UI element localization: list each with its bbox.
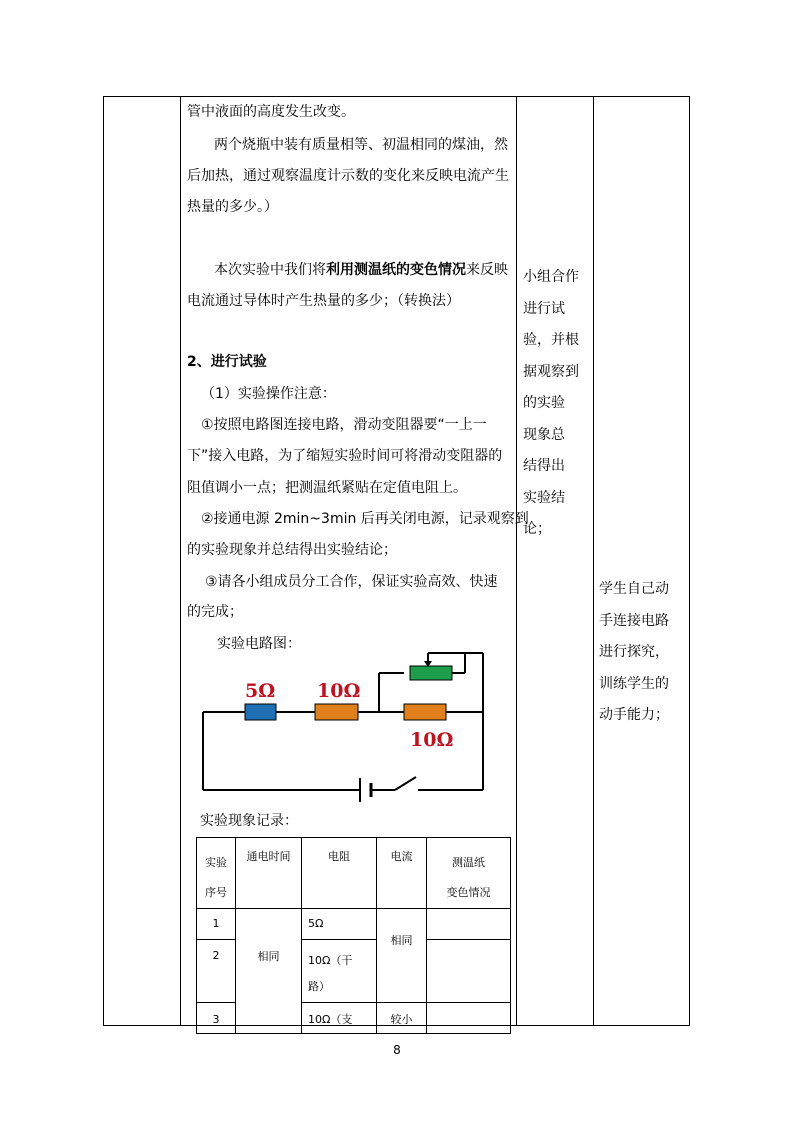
section-heading: 2、进行试验 [187, 354, 267, 370]
intent-line: 进行探究， [599, 644, 669, 660]
resistor-label-10ohm-branch: 10Ω [410, 729, 454, 751]
table-border-right [689, 96, 690, 1026]
header-current: 电流 [390, 850, 413, 863]
record-table [196, 837, 511, 1034]
res-cell: 10Ω（支 [308, 1013, 353, 1026]
student-line: 的实验 [523, 395, 565, 411]
switch-blade [395, 777, 416, 790]
text-run: 来反映 [466, 262, 508, 278]
bold-text-run: 利用测温纸的变色情况 [326, 262, 466, 278]
rheostat [410, 666, 452, 680]
cur-merged-cell [377, 909, 427, 1003]
table-row [377, 1003, 427, 1034]
text-line: 的实验现象并总结得出实验结论； [187, 542, 397, 558]
resistor-label-10ohm: 10Ω [317, 680, 361, 702]
intent-line: 训练学生的 [599, 675, 669, 692]
header-cell [197, 838, 236, 909]
res-cell-line: 路） [308, 980, 330, 993]
header-cell [236, 838, 302, 909]
student-line: 现象总 [523, 426, 565, 443]
res-cell-line: 10Ω（干 [308, 954, 353, 967]
text-line: 管中液面的高度发生改变。 [187, 104, 355, 120]
text-line: 两个烧瓶中装有质量相等、初温相同的煤油，然 [214, 137, 508, 153]
header-paper-1: 测温纸 [452, 856, 485, 869]
res-cell: 5Ω [308, 917, 324, 930]
student-line: 论； [523, 521, 551, 537]
text-line: ②接通电源 2min~3min 后再关闭电源，记录观察到 [201, 511, 529, 527]
time-merged-cell [236, 909, 302, 1034]
header-cell [377, 838, 427, 909]
text-run: 本次实验中我们将 [214, 262, 326, 278]
seq-cell: 3 [212, 1013, 220, 1026]
table-border-col2 [516, 96, 517, 1026]
table-row [197, 909, 236, 940]
student-line: 据观察到 [523, 363, 579, 380]
seq-cell: 1 [212, 917, 220, 930]
student-activity-column [523, 262, 579, 546]
resistor-label-5ohm: 5Ω [245, 680, 276, 702]
table-row [302, 940, 377, 1003]
cur-cell: 较小 [390, 1013, 413, 1026]
text-line [214, 262, 508, 278]
resistor-10ohm-main [315, 704, 358, 720]
text-line: ③请各小组成员分工合作，保证实验高效、快速 [205, 574, 498, 590]
circuit-diagram [190, 645, 500, 815]
text-line: 后加热，通过观察温度计示数的变化来反映电流产生 [187, 168, 509, 184]
resistor-10ohm-branch [404, 704, 446, 720]
text-line: 实验现象记录： [200, 813, 298, 829]
paper-cell [427, 940, 511, 1003]
table-row [302, 1003, 377, 1034]
header-cell [302, 838, 377, 909]
table-row [197, 1003, 236, 1034]
table-border-col1 [180, 96, 181, 1026]
text-line: 电流通过导体时产生热量的多少；（转换法） [187, 293, 460, 309]
header-seq-2: 序号 [205, 886, 227, 899]
table-border-col3 [593, 96, 594, 1026]
text-line: ①按照电路图连接电路，滑动变阻器要“一上一 [201, 417, 487, 433]
table-row [197, 940, 236, 1003]
text-line: 阻值调小一点；把测温纸紧贴在定值电阻上。 [187, 480, 467, 496]
time-value: 相同 [257, 950, 280, 963]
table-border-top [103, 96, 690, 97]
text-line: 热量的多少。） [187, 199, 278, 215]
design-intent-column [599, 574, 669, 732]
intent-line: 学生自己动 [599, 581, 669, 597]
intent-line: 手连接电路 [599, 612, 669, 629]
paper-cell [427, 909, 511, 940]
text-line: （1）实验操作注意： [201, 386, 336, 402]
resistor-5ohm [245, 704, 276, 720]
student-line: 实验结 [523, 489, 565, 506]
cur-value: 相同 [390, 934, 413, 947]
header-resistance: 电阻 [328, 850, 350, 863]
page-number: 8 [393, 1043, 401, 1057]
header-seq-1: 实验 [205, 856, 227, 869]
text-line: 下”接入电路，为了缩短实验时间可将滑动变阻器的 [187, 448, 503, 464]
header-time: 通电时间 [246, 850, 291, 863]
text-line: 实验电路图： [217, 636, 301, 652]
table-border-left [103, 96, 104, 1026]
paper-cell [427, 1003, 511, 1034]
seq-cell: 2 [212, 949, 220, 962]
student-line: 小组合作 [523, 269, 579, 285]
intent-line: 动手能力； [599, 707, 669, 723]
table-row [302, 909, 377, 940]
header-cell [427, 838, 511, 909]
student-line: 结得出 [523, 458, 565, 474]
header-paper-2: 变色情况 [446, 886, 491, 899]
student-line: 进行试 [523, 300, 565, 317]
text-line: 的完成； [187, 604, 243, 620]
student-line: 验，并根 [523, 332, 579, 348]
